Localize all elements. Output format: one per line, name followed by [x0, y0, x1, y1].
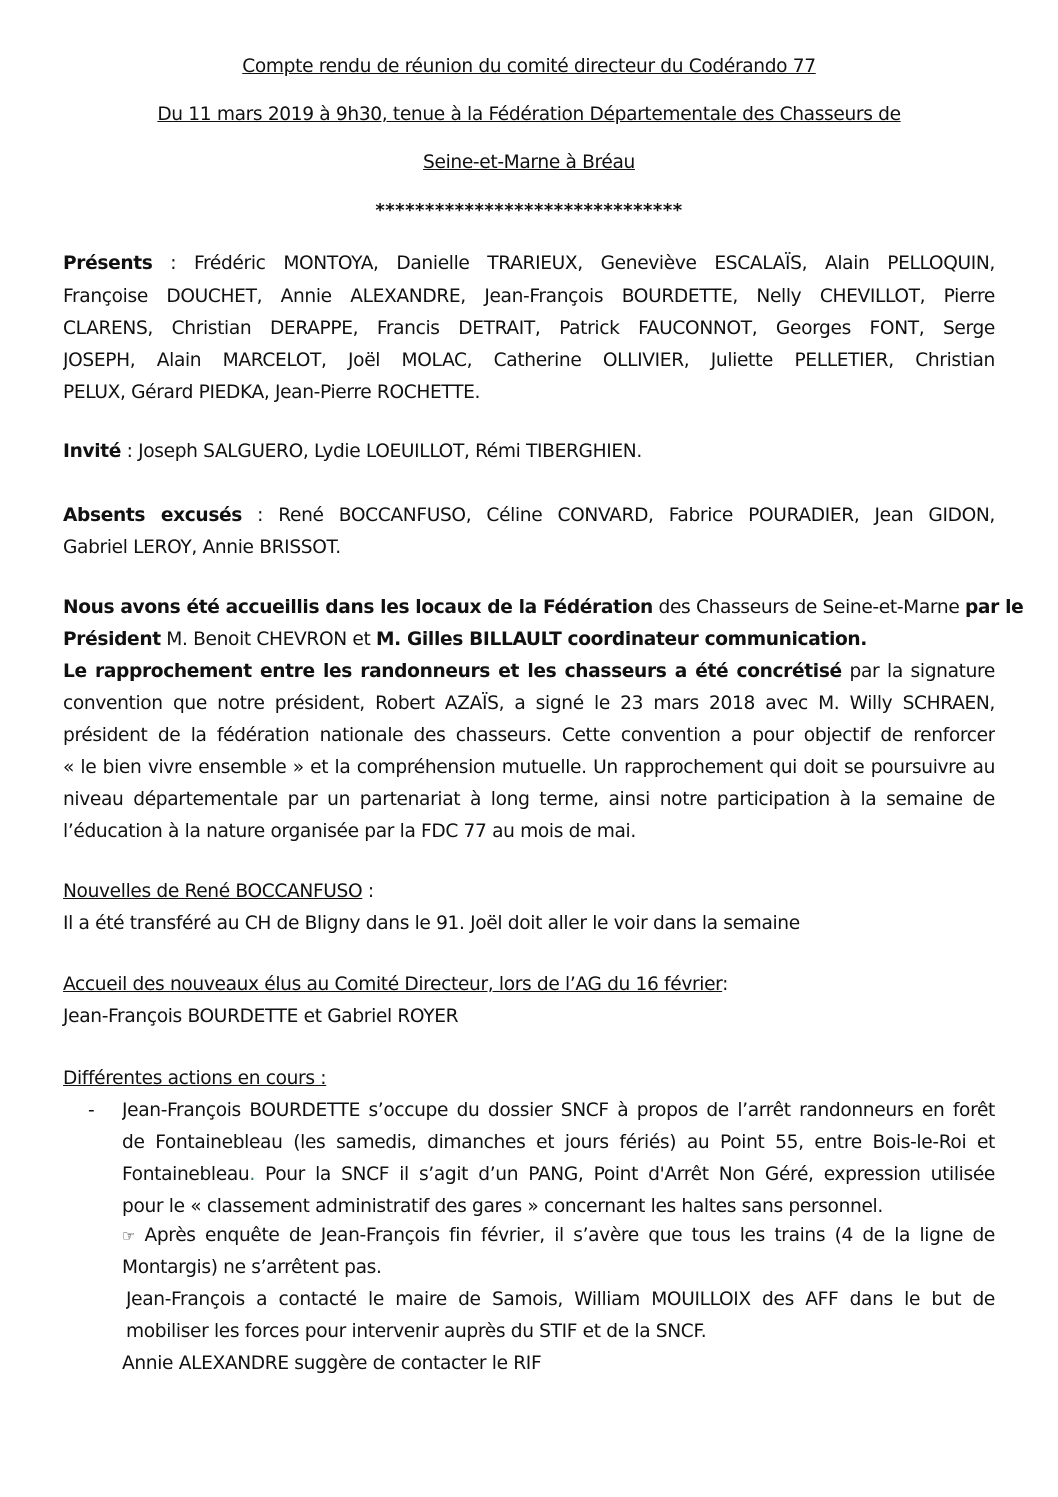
accueil-line-4: convention que notre président, Robert AZAÏS, a signé le 23 mars 2018 avec M. Willy SCHRAEN, [63, 693, 995, 714]
subtitle-2-text: Seine-et-Marne à Bréau [423, 152, 635, 173]
actions-line-3-dot: . [249, 1164, 255, 1185]
actions-line-4: pour le « classement administratif des gares » concernant les haltes sans personnel. [122, 1196, 883, 1217]
accueil-bold-1: Nous avons été accueillis dans les locaux de la Fédération [63, 597, 653, 618]
absents-label: Absents excusés [63, 505, 243, 526]
presents-label: Présents [63, 253, 153, 274]
document-subtitle-1 [0, 99, 1058, 131]
actions-heading [63, 1063, 326, 1095]
actions-heading-text: Différentes actions en cours : [63, 1068, 327, 1089]
accueil-line-1 [63, 592, 1023, 624]
actions-line-9: Annie ALEXANDRE suggère de contacter le RIF [122, 1353, 542, 1374]
separator-stars: ******************************* [375, 200, 683, 221]
pointing-hand-icon: ☞ [122, 1227, 136, 1245]
accueil-line-5: président de la fédération nationale des chasseurs. Cette convention a pour objectif de renforcer [63, 725, 995, 746]
accueil-bold-5: Le rapprochement entre les randonneurs et les chasseurs a été concrétisé [63, 661, 842, 682]
accueil-bold-3: Président [63, 629, 161, 650]
accueil-bold-2: par le [964, 597, 1024, 618]
presents-line-3: CLARENS, Christian DERAPPE, Francis DETRAIT, Patrick FAUCONNOT, Georges FONT, Serge [63, 318, 995, 339]
accueil-line-2 [63, 624, 867, 656]
title-text: Compte rendu de réunion du comité directeur du Codérando 77 [242, 56, 816, 77]
accueil-line-6: « le bien vivre ensemble » et la compréhension mutuelle. Un rapprochement qui doit se poursuivre au [63, 757, 995, 778]
actions-line-6: Montargis) ne s’arrêtent pas. [122, 1257, 382, 1278]
presents-sep: : [152, 253, 195, 274]
nouveaux-elus-heading-text: Accueil des nouveaux élus au Comité Directeur, lors de l’AG du 16 février [63, 974, 723, 995]
presents-line-2: Françoise DOUCHET, Annie ALEXANDRE, Jean-François BOURDETTE, Nelly CHEVILLOT, Pierre [63, 286, 995, 307]
nouvelles-text: Il a été transféré au CH de Bligny dans le 91. Joël doit aller le voir dans la semaine [63, 913, 800, 934]
accueil-line-3 [63, 656, 995, 688]
accueil-line-7: niveau départementale par un partenariat à long terme, ainsi notre participation à la semaine de [63, 789, 995, 810]
absents-line-1 [63, 500, 995, 532]
actions-line-2: de Fontainebleau (les samedis, dimanches et jours fériés) au Point 55, entre Bois-le-Roi et [122, 1132, 995, 1153]
nouvelles-heading [63, 876, 374, 908]
nouveaux-elus-heading [63, 969, 728, 1001]
nouveaux-elus-text: Jean-François BOURDETTE et Gabriel ROYER [63, 1006, 459, 1027]
document-subtitle-2 [0, 147, 1058, 179]
subtitle-1-text: Du 11 mars 2019 à 9h30, tenue à la Fédération Départementale des Chasseurs de [157, 104, 901, 125]
actions-line-5-text: Après enquête de Jean-François fin février, il s’avère que tous les trains (4 de la ligne de [135, 1225, 995, 1246]
absents-line-2: Gabriel LEROY, Annie BRISSOT. [63, 537, 341, 558]
invite-line [63, 436, 642, 468]
absents-sep: : [242, 505, 279, 526]
actions-line-5 [122, 1220, 995, 1252]
accueil-line-8: l’éducation à la nature organisée par la FDC 77 au mois de mai. [63, 821, 636, 842]
nouvelles-heading-suffix: : [362, 881, 374, 902]
accueil-normal-2: M. Benoit CHEVRON et [160, 629, 376, 650]
accueil-bold-4: M. Gilles BILLAULT coordinateur communication. [376, 629, 867, 650]
presents-line-1 [63, 248, 995, 280]
presents-text-1: Frédéric MONTOYA, Danielle TRARIEUX, Geneviève ESCALAÏS, Alain PELLOQUIN, [194, 253, 995, 274]
actions-line-7: Jean-François a contacté le maire de Samois, William MOUILLOIX des AFF dans le but de [126, 1289, 995, 1310]
actions-line-3 [122, 1159, 995, 1191]
invite-text: Joseph SALGUERO, Lydie LOEUILLOT, Rémi TIBERGHIEN. [138, 441, 642, 462]
absents-text-1: René BOCCANFUSO, Céline CONVARD, Fabrice POURADIER, Jean GIDON, [278, 505, 995, 526]
actions-line-8: mobiliser les forces pour intervenir auprès du STIF et de la SNCF. [126, 1321, 707, 1342]
actions-line-1: Jean-François BOURDETTE s’occupe du dossier SNCF à propos de l’arrêt randonneurs en forêt [122, 1100, 995, 1121]
accueil-normal-3: par la signature [849, 661, 995, 682]
actions-bullet: - [88, 1100, 95, 1121]
actions-line-3-a: Fontainebleau [122, 1164, 250, 1185]
actions-line-3-b: Pour la SNCF il s’agit d’un PANG, Point d'Arrêt Non Géré, expression utilisée [254, 1164, 995, 1185]
accueil-normal-1: des Chasseurs de Seine-et-Marne [652, 597, 965, 618]
presents-line-5: PELUX, Gérard PIEDKA, Jean-Pierre ROCHETTE. [63, 382, 481, 403]
presents-line-4: JOSEPH, Alain MARCELOT, Joël MOLAC, Catherine OLLIVIER, Juliette PELLETIER, Christian [63, 350, 995, 371]
invite-sep: : [121, 441, 139, 462]
invite-label: Invité [63, 441, 122, 462]
nouvelles-heading-text: Nouvelles de René BOCCANFUSO [63, 881, 363, 902]
nouveaux-elus-heading-suffix: : [722, 974, 729, 995]
document-title [0, 51, 1058, 83]
